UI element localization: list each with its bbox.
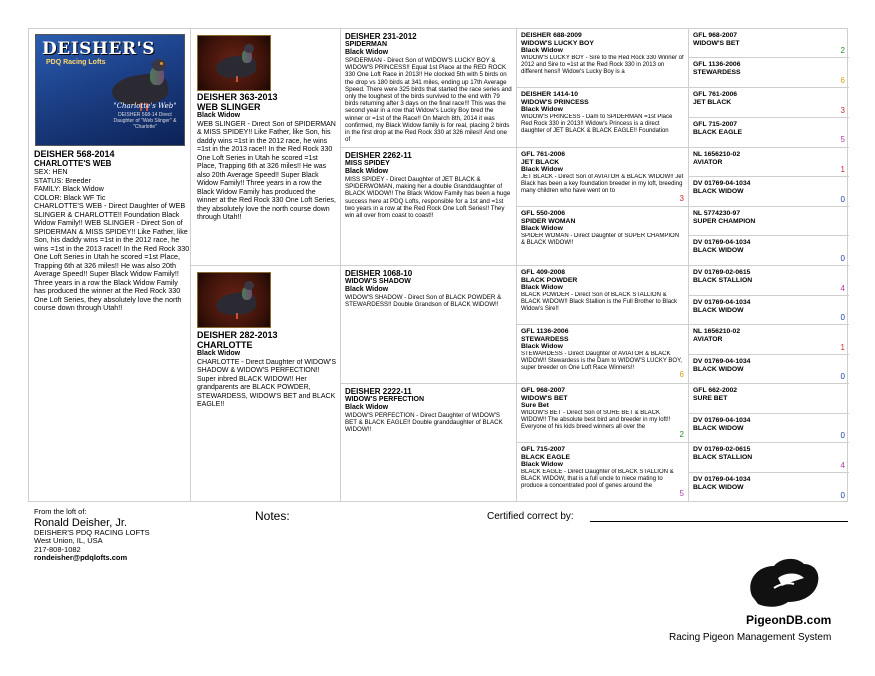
grandparent-name: MISS SPIDEY (345, 160, 390, 167)
great-grandparent-name: WIDOW'S LUCKY BOY (521, 39, 594, 47)
grandparent-name: WIDOW'S SHADOW (345, 278, 411, 285)
great-grandparents-column (517, 29, 689, 501)
ggg-name: BLACK WIDOW (693, 483, 744, 491)
great-grandparent-desc: SPIDER WOMAN - Direct Daughter of SUPER CHAMPION & BLACK WIDOW!! (521, 232, 680, 246)
ggg-cell (689, 443, 849, 473)
ggg-name: SURE BET (693, 394, 728, 402)
ggg-cell (689, 148, 849, 177)
great-grandparent-cell (517, 384, 688, 443)
ggg-reg: GFL 715-2007 (693, 121, 738, 128)
generation-marker: 0 (840, 372, 845, 381)
ggg-cell (689, 473, 849, 503)
ggg-cell (689, 29, 849, 58)
owner-name: Ronald Deisher, Jr. (34, 516, 127, 529)
sire-cell (191, 29, 340, 266)
sire-photo (197, 35, 271, 91)
great-grandparent-name: BLACK EAGLE (521, 453, 571, 461)
subject-desc: CHARLOTTE'S WEB - Direct Daughter of WEB SLINGER & CHARLOTTE!! Foundation Black Widow Family!! WEB SLINGER - Direct Son of SPIDERMAN & MISS SPIDEY!! Like Father, like Son, his daddy wins =1st in the 2012 race, he wins =1st in the 2013 race!! In the Red Rock 330 One Loft Series in Utah he scored =1st Place, Trapping 6th at 326 miles!! He was also 20th Average Speed!! Super Black Widow Family!! Three years in a row the Black Widow Family has produced the winner at the Red Rock 330 One Loft Series, they absolutely love the north course down through Utah!! (34, 202, 190, 312)
generation-marker: 0 (840, 313, 845, 322)
dam-photo (197, 272, 271, 328)
subject-column (29, 29, 191, 501)
photo-caption: "Charlotte's Web" (113, 102, 177, 110)
great-grandparent-desc: JET BLACK - Direct Son of AVIATOR & BLACK WIDOW!! Jet Black has been a key foundation breeder in my loft, breeding many children who have went on to (521, 173, 684, 194)
great-grandparent-reg: GFL 1136-2006 (521, 328, 569, 335)
brand-tagline: Racing Pigeon Management System (669, 632, 832, 643)
grandparent-cell (341, 384, 516, 503)
ggg-name: BLACK EAGLE (693, 128, 743, 136)
subject-status: STATUS: Breeder (34, 175, 91, 185)
signature-line[interactable] (590, 521, 848, 522)
ggg-reg: DV 01769-04-1034 (693, 239, 751, 246)
great-grandparent-desc: BLACK EAGLE - Direct Daughter of BLACK STALLION & BLACK WIDOW, that is a full uncle to niece mating to produce a concentrated pool of genes around the (521, 468, 674, 489)
great-grandparent-desc: WIDOW'S LUCKY BOY - Sire to the Red Rock 330 Winner of 2012 and Sire to =1st at the Red Rock 330 in 2013 on different hens!! Widow's Lucky Boy is a (521, 54, 684, 75)
generation-marker: 6 (840, 76, 845, 85)
subject-reg: DEISHER 568-2014 (34, 149, 115, 159)
ggg-cell (689, 355, 849, 384)
ggg-cell (689, 266, 849, 296)
ggg-name: BLACK STALLION (693, 453, 753, 461)
ggg-name: WIDOW'S BET (693, 39, 740, 47)
great-grandparent-reg: GFL 968-2007 (521, 387, 566, 394)
generation-marker: 4 (840, 284, 845, 293)
grandparent-color: Black Widow (345, 286, 389, 293)
grandparent-reg: DEISHER 2222-11 (345, 387, 412, 396)
great-grandparent-name: WIDOW'S BET (521, 394, 568, 402)
ggg-cell (689, 325, 849, 355)
subject-family: FAMILY: Black Widow (34, 184, 104, 193)
ggg-reg: DV 01769-04-1034 (693, 476, 751, 483)
subject-sex: SEX: HEN (34, 167, 68, 176)
parents-column (191, 29, 341, 501)
grandparent-cell (341, 148, 516, 266)
generation-marker: 2 (840, 46, 845, 55)
ggg-name: AVIATOR (693, 335, 723, 343)
ggg-name: JET BLACK (693, 98, 732, 106)
subject-name: CHARLOTTE'S WEB (34, 159, 112, 168)
great-grandparent-color: Black Widow (521, 284, 563, 292)
dam-reg: DEISHER 282-2013 (197, 330, 278, 340)
grandparent-cell (341, 266, 516, 384)
grandparent-desc: SPIDERMAN - Direct Son of WIDOW'S LUCKY BOY & WIDOW'S PRINCESS!! Equal 1st Place at the RED ROCK 330 One Loft Race in 2013!! He clocked 5th with 5 birds on the drop vs 180 birds at 341 miles, ending up 17th Average Speed. There were 325 birds that started the race series and only the toughest of the birds survived to the end with 79 birds returning after 3 days on the final race!!! This was the second year in a row that Widow's Lucky Boy bred the winner or =1st of the Race!! On March 8th, 2014 it was confirmed, my Black Widow family is for real, placing 2 birds in the first drop at the Red Rock 330 at 326 miles!! And one of (345, 57, 512, 144)
generation-marker: 0 (840, 195, 845, 204)
ggg-reg: GFL 662-2002 (693, 387, 738, 394)
great-grandparent-reg: DEISHER 688-2009 (521, 32, 582, 39)
great-grandparent-cell (517, 148, 688, 207)
great-grandparent-color: Black Widow (521, 461, 563, 469)
pigeon-image (212, 42, 262, 86)
ggg-reg: DV 01769-04-1034 (693, 299, 751, 306)
from-label: From the loft of: (34, 507, 87, 516)
grandparents-column (341, 29, 517, 501)
ggg-cell (689, 177, 849, 207)
dam-details (197, 330, 337, 410)
ggg-name: BLACK WIDOW (693, 187, 744, 195)
ggg-name: SUPER CHAMPION (693, 217, 756, 225)
ggg-reg: NL 1656210-02 (693, 328, 741, 335)
photo-caption-detail: DEISHER 568-14 Direct Daughter of "Web Slinger" & "Charlotte" (113, 112, 177, 130)
generation-marker: 0 (840, 491, 845, 500)
generation-marker: 5 (679, 489, 684, 498)
ggg-name: BLACK WIDOW (693, 424, 744, 432)
ggg-name: BLACK STALLION (693, 276, 753, 284)
grandparent-reg: DEISHER 1068-10 (345, 269, 413, 278)
notes-label: Notes: (255, 509, 290, 523)
ggg-reg: NL 5774230-97 (693, 210, 741, 217)
great-grandparent-reg: GFL 409-2008 (521, 269, 566, 276)
ggg-reg: GFL 1136-2006 (693, 61, 741, 68)
ggg-cell (689, 118, 849, 148)
photo-logo-sub: PDQ Racing Lofts (46, 59, 106, 66)
great-grandparent-desc: BLACK POWDER - Direct Son of BLACK STALLION & BLACK WIDOW!! Black Stallion is the Full Brother to Black Widow's Sire!! (521, 291, 678, 312)
great-grandparent-name: STEWARDESS (521, 335, 569, 343)
ggg-name: BLACK WIDOW (693, 246, 744, 254)
sire-reg: DEISHER 363-2013 (197, 92, 278, 102)
dam-name: CHARLOTTE (197, 340, 253, 350)
sire-color: Black Widow (197, 112, 241, 119)
generation-marker: 3 (840, 106, 845, 115)
ggg-reg: GFL 968-2007 (693, 32, 738, 39)
generation-marker: 5 (840, 135, 845, 144)
ggg-cell (689, 384, 849, 414)
great-grandparent-color: Sure Bet (521, 402, 549, 410)
ggg-name: BLACK WIDOW (693, 365, 744, 373)
sire-details (197, 92, 337, 223)
loft-name: DEISHER'S PDQ RACING LOFTS (34, 527, 150, 537)
dam-cell (191, 266, 340, 503)
great-grandparent-reg: GFL 550-2006 (521, 210, 566, 217)
generation-marker: 1 (840, 343, 845, 352)
ggg-reg: DV 01769-04-1034 (693, 417, 751, 424)
great-grandparent-color: Black Widow (521, 47, 563, 55)
generation-marker: 3 (679, 194, 684, 203)
sire-desc: WEB SLINGER - Direct Son of SPIDERMAN & MISS SPIDEY!! Like Father, like Son, his daddy wins =1st in the 2012 race, he wins =1st in the 2013 race!! In the Red Rock 330 One Loft Series in Utah he scored =1st Place, Trapping 6th at 326 miles!! He was also 20th Average Speed!! Super Black Widow Family!! Three years in a row the Black Widow Family has produced the winner at the Red Rock 330 One Loft Series, they absolutely love the north course down through Utah!! (197, 120, 336, 221)
grandparent-color: Black Widow (345, 168, 389, 175)
great-grandparent-cell (517, 29, 688, 88)
pedigree-grid (28, 28, 848, 502)
grandparent-reg: DEISHER 231-2012 (345, 32, 417, 41)
ggg-column (689, 29, 849, 501)
great-grandparent-desc: STEWARDESS - Direct Daughter of AVIATOR & BLACK WIDOW!! Stewardess is the Dam to WIDOW'S LUCKY BOY, super breeder on One Loft Race Winners!! (521, 350, 682, 371)
ggg-cell (689, 236, 849, 266)
great-grandparent-desc: WIDOW'S PRINCESS - Dam to SPIDERMAN =1st Place Red Rock 330 in 2013!! Widow's Princess is a direct daughter of JET BLACK & BLACK EAGLE!! Foundation (521, 113, 673, 134)
generation-marker: 2 (679, 430, 684, 439)
ggg-reg: DV 01769-04-1034 (693, 358, 751, 365)
great-grandparent-color: Black Widow (521, 343, 563, 351)
great-grandparent-reg: GFL 715-2007 (521, 446, 566, 453)
loft-phone: 217-808-1082 (34, 544, 81, 554)
generation-marker: 1 (840, 165, 845, 174)
great-grandparent-name: SPIDER WOMAN (521, 217, 576, 225)
ggg-cell (689, 88, 849, 118)
grandparent-color: Black Widow (345, 404, 389, 411)
great-grandparent-color: Black Widow (521, 166, 563, 174)
brand-name: PigeonDB.com (746, 613, 832, 627)
generation-marker: 4 (840, 461, 845, 470)
great-grandparent-color: Black Widow (521, 225, 563, 233)
great-grandparent-name: JET BLACK (521, 158, 560, 166)
grandparent-name: SPIDERMAN (345, 41, 388, 48)
ggg-reg: DV 01769-02-0615 (693, 446, 751, 453)
pigeon-image (212, 279, 262, 323)
sire-name: WEB SLINGER (197, 102, 261, 112)
subject-details (34, 149, 190, 313)
grandparent-desc: WIDOW'S PERFECTION - Direct Daughter of WIDOW'S BET & BLACK EAGLE!! Double granddaughter of BLACK WIDOW!! (345, 412, 503, 434)
pigeondb-logo-icon (744, 552, 822, 612)
ggg-cell (689, 414, 849, 443)
great-grandparent-name: WIDOW'S PRINCESS (521, 98, 589, 106)
loft-info (34, 508, 150, 563)
ggg-name: BLACK WIDOW (693, 306, 744, 314)
great-grandparent-cell (517, 443, 688, 503)
ggg-cell (689, 58, 849, 88)
photo-logo: DEISHER'S (42, 39, 156, 59)
great-grandparent-cell (517, 88, 688, 148)
subject-photo (35, 34, 185, 146)
grandparent-reg: DEISHER 2262-11 (345, 151, 412, 160)
ggg-reg: NL 1656210-02 (693, 151, 741, 158)
ggg-name: STEWARDESS (693, 68, 741, 76)
certified-label: Certified correct by: (487, 511, 574, 522)
ggg-reg: GFL 761-2006 (693, 91, 738, 98)
grandparent-name: WIDOW'S PERFECTION (345, 396, 425, 403)
dam-color: Black Widow (197, 350, 241, 357)
ggg-cell (689, 207, 849, 236)
great-grandparent-color: Black Widow (521, 106, 563, 114)
generation-marker: 0 (840, 431, 845, 440)
generation-marker: 6 (679, 370, 684, 379)
grandparent-cell (341, 29, 516, 148)
ggg-cell (689, 296, 849, 325)
grandparent-desc: WIDOW'S SHADOW - Direct Son of BLACK POWDER & STEWARDESS!! Double Grandson of BLACK WIDOW!! (345, 294, 502, 309)
great-grandparent-name: BLACK POWDER (521, 276, 578, 284)
generation-marker: 0 (840, 254, 845, 263)
ggg-reg: DV 01769-02-0615 (693, 269, 751, 276)
ggg-name: AVIATOR (693, 158, 723, 166)
ggg-reg: DV 01769-04-1034 (693, 180, 751, 187)
great-grandparent-cell (517, 207, 688, 266)
great-grandparent-desc: WIDOW'S BET - Direct Son of SURE BET & BLACK WIDOW!! The absolute best bird and breeder in my loft!! Everyone of his kids breed winners all over the (521, 409, 671, 430)
great-grandparent-reg: GFL 761-2006 (521, 151, 566, 158)
dam-desc: CHARLOTTE - Direct Daughter of WIDOW'S SHADOW & WIDOW'S PERFECTION!! Super inbred BLACK WIDOW!! Her grandparents are BLACK POWDER, STEWARDESS, WIDOW'S BET and BLACK EAGLE!! (197, 358, 337, 408)
grandparent-desc: MISS SPIDEY - Direct Daughter of JET BLACK & SPIDERWOMAN, making her a double Granddaughter of BLACK WIDOW!! The Black Widow Family has been a huge success here at PDQ Lofts, responsible for a 1st and =1st two years in a row at the Red Rock One Loft Series!! They win all over from coast to coast!! (345, 176, 511, 220)
grandparent-color: Black Widow (345, 49, 389, 56)
loft-city: West Union, IL, USA (34, 536, 103, 545)
loft-email: rondeisher@pdqlofts.com (34, 553, 128, 562)
great-grandparent-cell (517, 266, 688, 325)
subject-color: COLOR: Black WF Tic (34, 192, 106, 202)
great-grandparent-cell (517, 325, 688, 384)
great-grandparent-reg: DEISHER 1414-10 (521, 91, 579, 98)
